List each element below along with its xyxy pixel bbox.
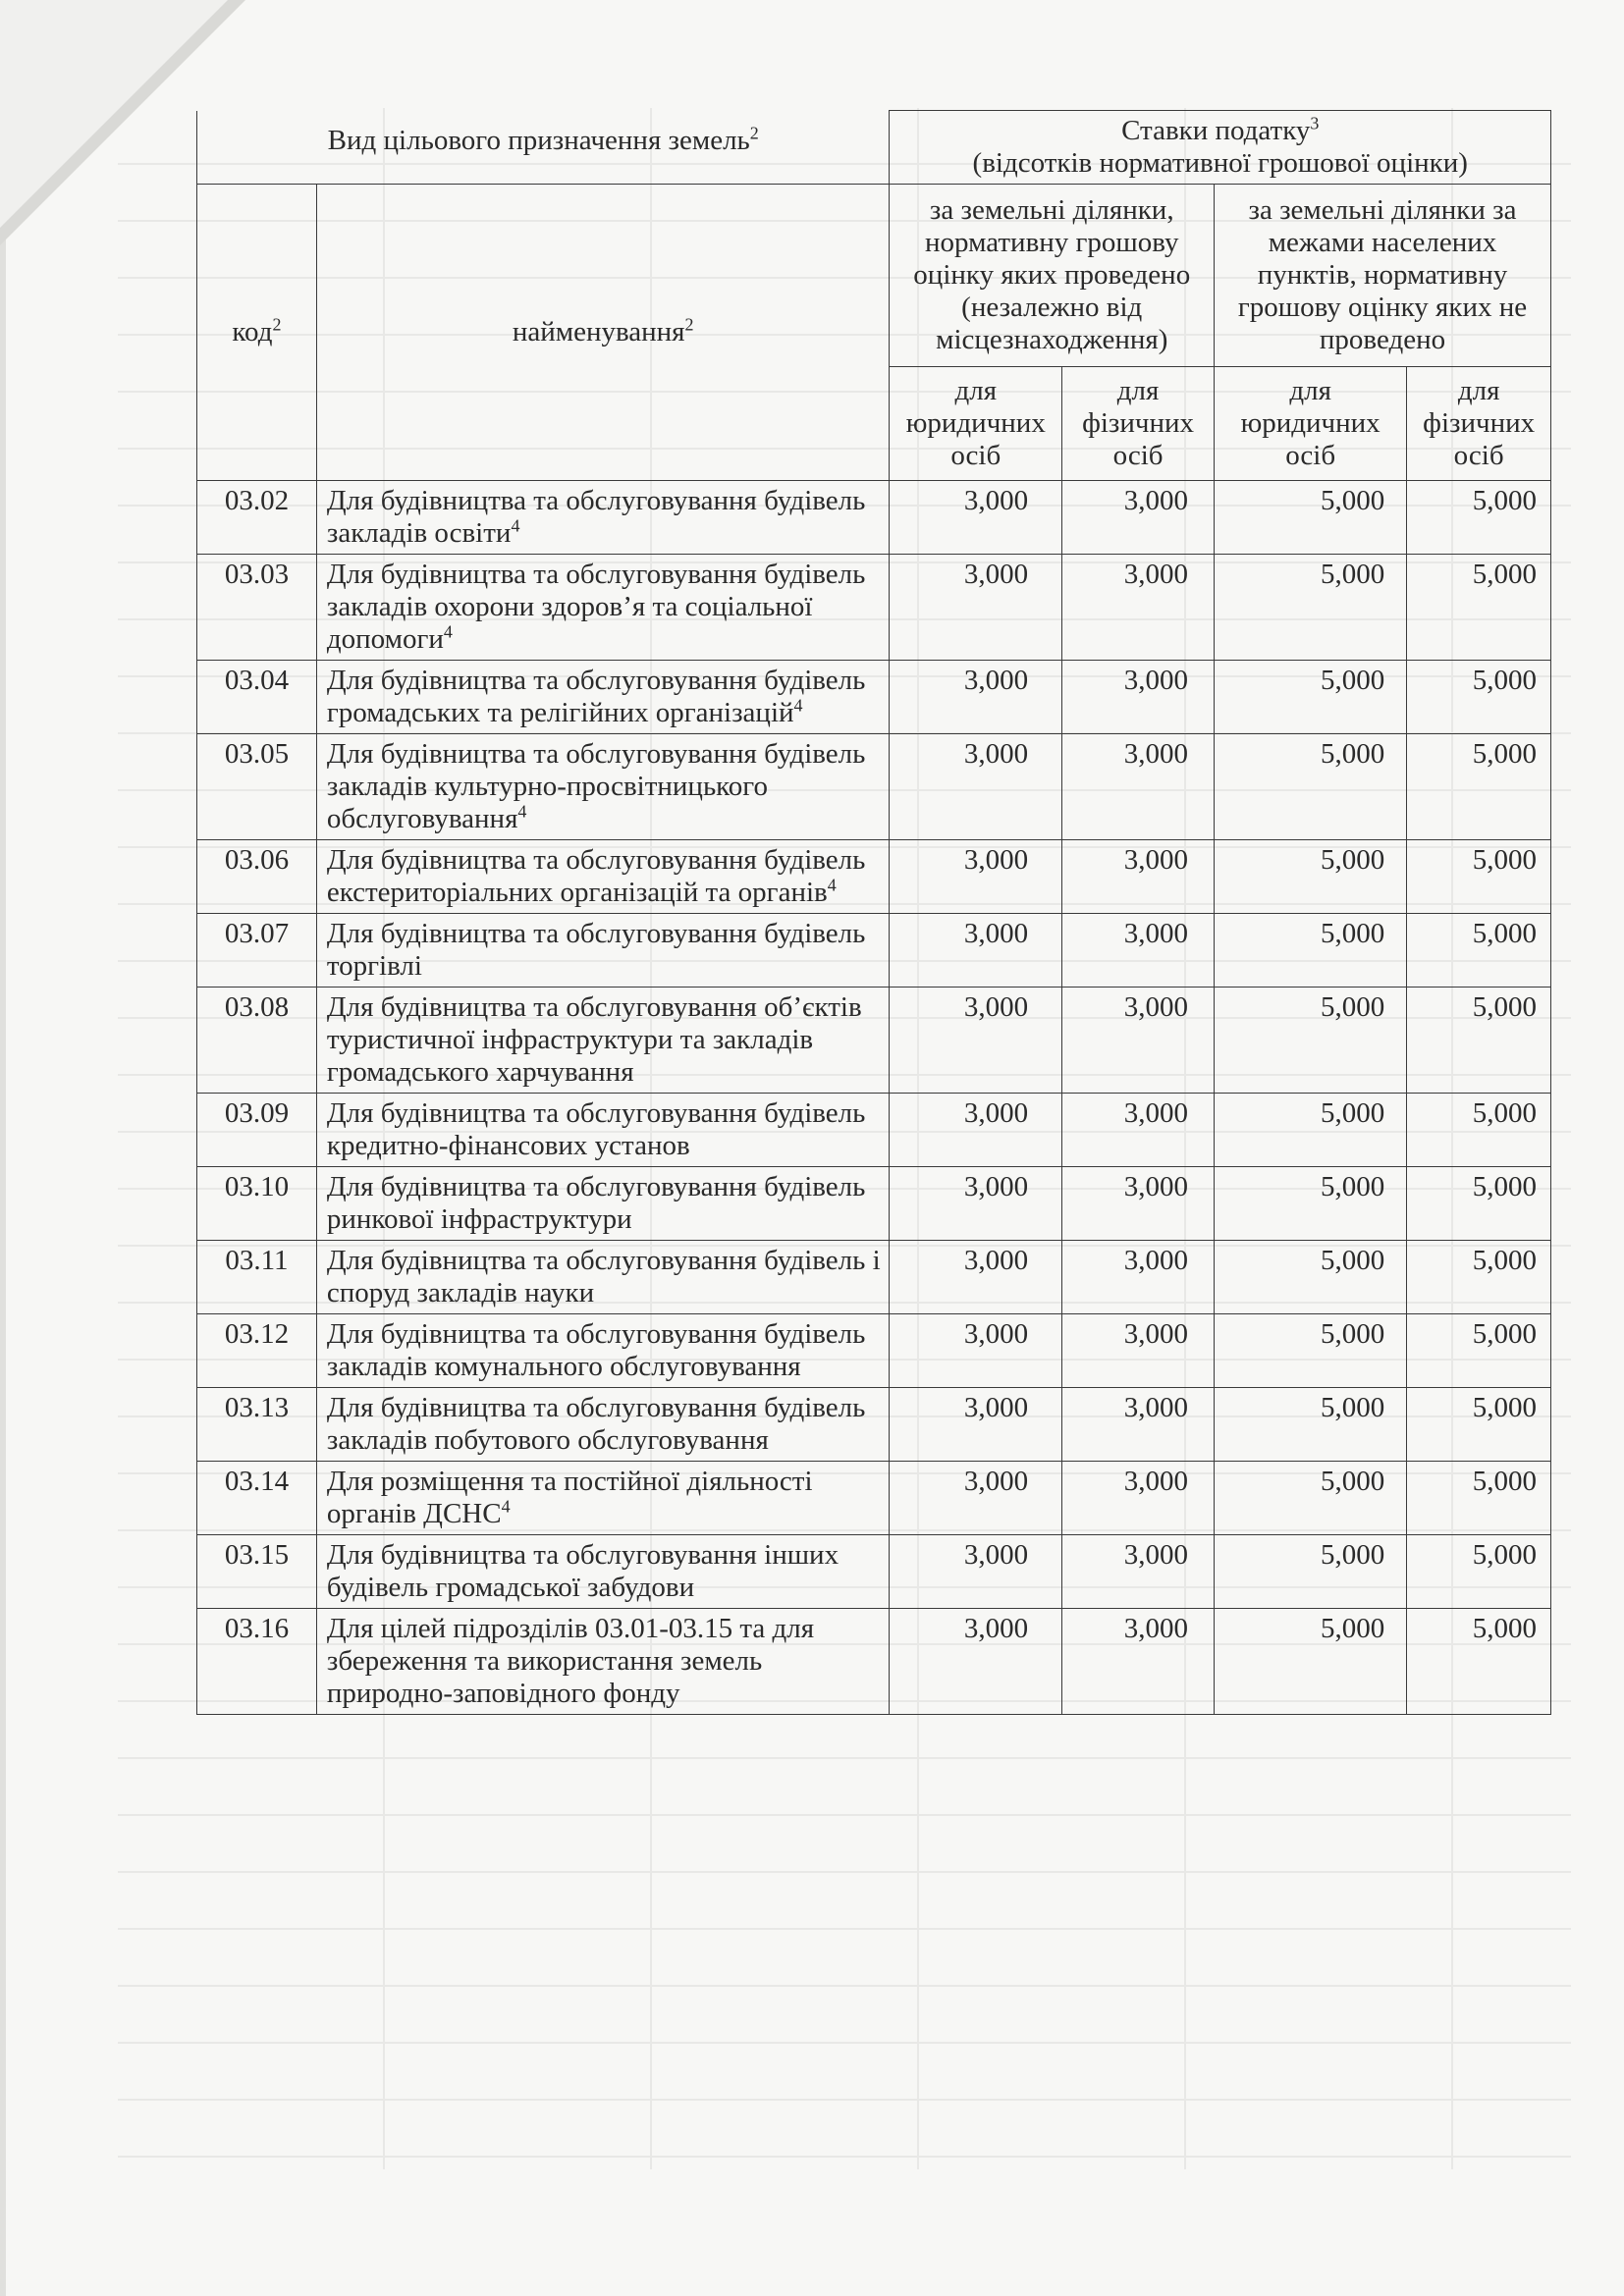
row-name-text: Для будівництва та обслуговування об’єктів туристичної інфраструктури та закладів громадського харчування: [326, 991, 862, 1088]
row-rate-physical-assessed: 3,000: [1062, 555, 1215, 661]
physical-persons-header-2: для фізичних осіб: [1407, 367, 1551, 481]
row-rate-physical-assessed: 3,000: [1062, 1314, 1215, 1388]
row-rate-legal-outside: 5,000: [1215, 988, 1407, 1094]
row-rate-physical-outside: 5,000: [1407, 1094, 1551, 1167]
row-name: [316, 1535, 890, 1609]
row-rate-legal-assessed: 3,000: [890, 914, 1062, 988]
row-rate-physical-assessed: 3,000: [1062, 1167, 1215, 1241]
row-name: [316, 1094, 890, 1167]
row-rate-physical-outside: 5,000: [1407, 988, 1551, 1094]
row-name: [316, 1462, 890, 1535]
tax-rate-rows: [197, 481, 1551, 1715]
row-rate-physical-assessed: 3,000: [1062, 1462, 1215, 1535]
row-name: [316, 1609, 890, 1715]
row-rate-physical-outside: 5,000: [1407, 481, 1551, 555]
row-rate-physical-assessed: 3,000: [1062, 661, 1215, 734]
row-rate-legal-assessed: 3,000: [890, 1094, 1062, 1167]
row-rate-legal-outside: 5,000: [1215, 661, 1407, 734]
row-code: 03.06: [197, 840, 317, 914]
row-rate-legal-assessed: 3,000: [890, 1388, 1062, 1462]
row-code: 03.09: [197, 1094, 317, 1167]
code-column-header: [197, 185, 317, 481]
row-rate-legal-assessed: 3,000: [890, 1462, 1062, 1535]
row-rate-legal-assessed: 3,000: [890, 1535, 1062, 1609]
row-name-text: Для будівництва та обслуговування будівель громадських та релігійних організацій: [326, 665, 866, 728]
row-name-sup: 4: [501, 1496, 511, 1517]
row-rate-legal-assessed: 3,000: [890, 988, 1062, 1094]
row-name-text: Для будівництва та обслуговування будівель і споруд закладів науки: [326, 1245, 881, 1308]
row-rate-physical-outside: 5,000: [1407, 914, 1551, 988]
tax-rates-header-sup: 3: [1310, 113, 1320, 133]
tax-rates-header-line1: Ставки податку: [1121, 115, 1311, 146]
row-rate-physical-outside: 5,000: [1407, 734, 1551, 840]
row-code: 03.05: [197, 734, 317, 840]
row-name-sup: 4: [827, 875, 837, 895]
table-row: [197, 1535, 1551, 1609]
scan-left-edge: [0, 0, 6, 2296]
row-code: 03.16: [197, 1609, 317, 1715]
row-rate-legal-outside: 5,000: [1215, 555, 1407, 661]
table-row: [197, 914, 1551, 988]
row-rate-physical-assessed: 3,000: [1062, 840, 1215, 914]
row-name-text: Для будівництва та обслуговування будівель закладів побутового обслуговування: [326, 1392, 866, 1456]
row-rate-legal-assessed: 3,000: [890, 1167, 1062, 1241]
table-row: [197, 734, 1551, 840]
row-rate-legal-outside: 5,000: [1215, 1167, 1407, 1241]
row-name-text: Для будівництва та обслуговування інших будівель громадської забудови: [326, 1539, 839, 1603]
row-name: [316, 988, 890, 1094]
tax-rates-header-line2: (відсотків нормативної грошової оцінки): [972, 147, 1468, 179]
name-column-sup: 2: [684, 314, 694, 335]
name-column-header: [316, 185, 890, 481]
row-name: [316, 1167, 890, 1241]
table-row: [197, 1462, 1551, 1535]
row-code: 03.08: [197, 988, 317, 1094]
header-row-group-labels: [197, 111, 1551, 185]
table-row: [197, 1094, 1551, 1167]
row-rate-legal-assessed: 3,000: [890, 840, 1062, 914]
row-name: [316, 914, 890, 988]
row-name: [316, 481, 890, 555]
row-rate-legal-assessed: 3,000: [890, 1241, 1062, 1314]
row-code: 03.03: [197, 555, 317, 661]
row-rate-legal-outside: 5,000: [1215, 914, 1407, 988]
row-rate-physical-outside: 5,000: [1407, 555, 1551, 661]
not-assessed-land-header: за земельні ділянки за межами населених пунктів, нормативну грошову оцінку яких не проведено: [1215, 185, 1551, 367]
row-name-sup: 4: [511, 515, 520, 536]
name-column-label: найменування: [512, 316, 685, 347]
row-rate-legal-outside: 5,000: [1215, 1609, 1407, 1715]
row-name-text: Для будівництва та обслуговування будівель закладів комунального обслуговування: [326, 1318, 866, 1382]
table-row: [197, 481, 1551, 555]
row-rate-legal-assessed: 3,000: [890, 555, 1062, 661]
row-code: 03.14: [197, 1462, 317, 1535]
legal-entities-header-2: для юридичних осіб: [1215, 367, 1407, 481]
legal-entities-header-1: для юридичних осіб: [890, 367, 1062, 481]
row-rate-physical-outside: 5,000: [1407, 1241, 1551, 1314]
row-name-sup: 4: [443, 621, 453, 642]
row-rate-legal-outside: 5,000: [1215, 1314, 1407, 1388]
row-rate-legal-assessed: 3,000: [890, 1314, 1062, 1388]
row-name: [316, 840, 890, 914]
table-row: [197, 661, 1551, 734]
row-rate-physical-assessed: 3,000: [1062, 1535, 1215, 1609]
row-name-sup: 4: [517, 801, 527, 822]
tax-rates-header: [890, 111, 1551, 185]
row-rate-legal-outside: 5,000: [1215, 1094, 1407, 1167]
tax-rate-table: [196, 110, 1551, 1715]
row-rate-physical-assessed: 3,000: [1062, 481, 1215, 555]
table-row: [197, 1388, 1551, 1462]
row-name-text: Для будівництва та обслуговування будівель закладів культурно-просвітницького обслуговування: [326, 738, 866, 834]
code-column-label: код: [232, 316, 273, 347]
row-rate-physical-outside: 5,000: [1407, 1314, 1551, 1388]
land-purpose-header-label: Вид цільового призначення земель: [327, 125, 750, 157]
row-rate-physical-assessed: 3,000: [1062, 734, 1215, 840]
row-name-text: Для розміщення та постійної діяльності органів ДСНС: [326, 1466, 813, 1529]
row-name: [316, 1241, 890, 1314]
header-row-columns: [197, 185, 1551, 367]
row-rate-legal-outside: 5,000: [1215, 1388, 1407, 1462]
row-code: 03.02: [197, 481, 317, 555]
row-rate-physical-assessed: 3,000: [1062, 988, 1215, 1094]
row-code: 03.04: [197, 661, 317, 734]
row-rate-physical-outside: 5,000: [1407, 1167, 1551, 1241]
table-row: [197, 988, 1551, 1094]
row-rate-physical-assessed: 3,000: [1062, 1609, 1215, 1715]
row-name: [316, 1388, 890, 1462]
table-row: [197, 1609, 1551, 1715]
row-rate-legal-outside: 5,000: [1215, 481, 1407, 555]
row-rate-legal-assessed: 3,000: [890, 1609, 1062, 1715]
row-rate-legal-assessed: 3,000: [890, 481, 1062, 555]
row-rate-physical-assessed: 3,000: [1062, 1094, 1215, 1167]
row-rate-legal-assessed: 3,000: [890, 661, 1062, 734]
row-name: [316, 661, 890, 734]
row-rate-physical-assessed: 3,000: [1062, 1241, 1215, 1314]
row-name-text: Для будівництва та обслуговування будівель закладів освіти: [326, 485, 866, 549]
row-code: 03.10: [197, 1167, 317, 1241]
row-rate-physical-outside: 5,000: [1407, 661, 1551, 734]
row-rate-legal-outside: 5,000: [1215, 840, 1407, 914]
row-rate-legal-assessed: 3,000: [890, 734, 1062, 840]
row-name-sup: 4: [793, 695, 803, 716]
row-rate-legal-outside: 5,000: [1215, 734, 1407, 840]
row-name-text: Для будівництва та обслуговування будівель екстериторіальних організацій та органів: [326, 844, 866, 908]
row-rate-physical-outside: 5,000: [1407, 840, 1551, 914]
row-name: [316, 555, 890, 661]
row-name: [316, 1314, 890, 1388]
land-purpose-header: [197, 111, 890, 185]
row-name-text: Для будівництва та обслуговування будівель закладів охорони здоров’я та соціальної допомоги: [326, 559, 866, 655]
row-name: [316, 734, 890, 840]
row-rate-physical-assessed: 3,000: [1062, 914, 1215, 988]
table-row: [197, 1314, 1551, 1388]
row-code: 03.11: [197, 1241, 317, 1314]
row-rate-physical-outside: 5,000: [1407, 1535, 1551, 1609]
assessed-land-header: за земельні ділянки, нормативну грошову оцінку яких проведено (незалежно від місцезнаходження): [890, 185, 1215, 367]
row-rate-legal-outside: 5,000: [1215, 1241, 1407, 1314]
folded-page-corner-inner: [0, 0, 228, 228]
row-rate-physical-outside: 5,000: [1407, 1462, 1551, 1535]
land-purpose-header-sup: 2: [749, 123, 759, 143]
table-row: [197, 555, 1551, 661]
code-column-sup: 2: [272, 314, 282, 335]
row-code: 03.13: [197, 1388, 317, 1462]
row-name-text: Для будівництва та обслуговування будівель торгівлі: [326, 918, 866, 982]
row-name-text: Для будівництва та обслуговування будівель ринкової інфраструктури: [326, 1171, 866, 1235]
row-rate-legal-outside: 5,000: [1215, 1535, 1407, 1609]
table-row: [197, 1241, 1551, 1314]
row-code: 03.07: [197, 914, 317, 988]
row-rate-physical-outside: 5,000: [1407, 1388, 1551, 1462]
row-rate-physical-outside: 5,000: [1407, 1609, 1551, 1715]
table-row: [197, 840, 1551, 914]
row-rate-legal-outside: 5,000: [1215, 1462, 1407, 1535]
row-code: 03.12: [197, 1314, 317, 1388]
row-rate-physical-assessed: 3,000: [1062, 1388, 1215, 1462]
row-name-text: Для будівництва та обслуговування будівель кредитно-фінансових установ: [326, 1097, 866, 1161]
row-name-text: Для цілей підрозділів 03.01-03.15 та для збереження та використання земель природно-заповідного фонду: [326, 1613, 815, 1709]
table-row: [197, 1167, 1551, 1241]
tax-rate-table-wrapper: [196, 110, 1551, 1715]
row-code: 03.15: [197, 1535, 317, 1609]
physical-persons-header-1: для фізичних осіб: [1062, 367, 1215, 481]
